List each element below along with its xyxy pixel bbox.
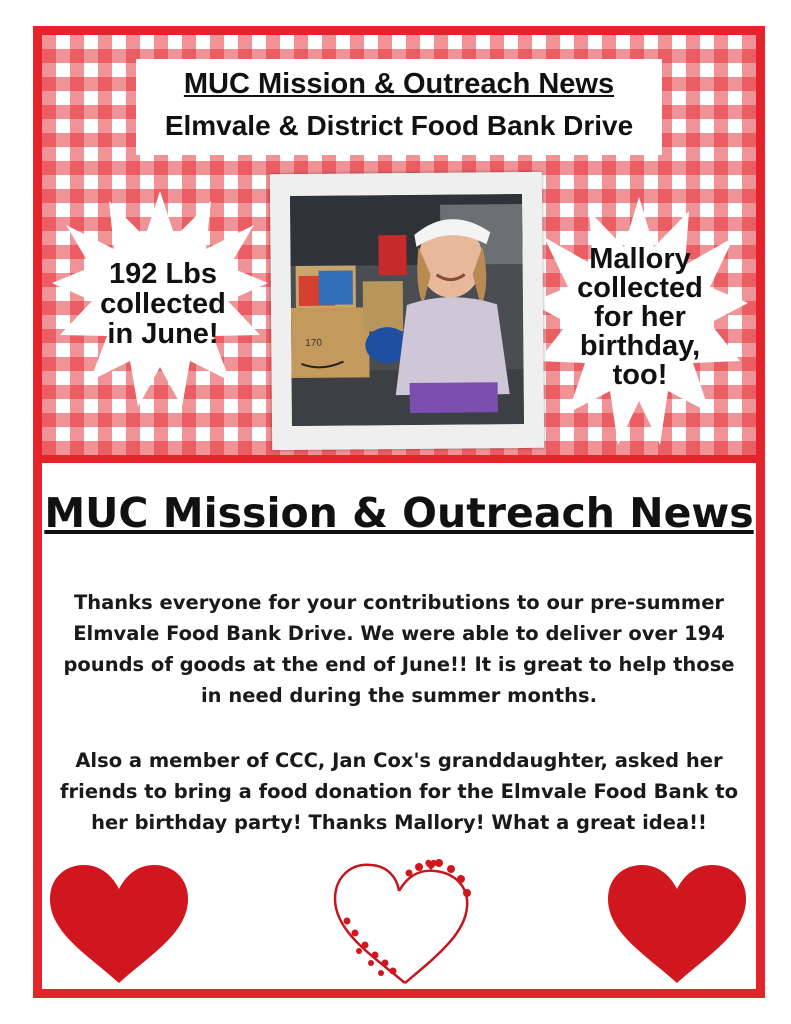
left-burst-line: collected <box>100 288 226 320</box>
banner-subtitle: Elmvale & District Food Bank Drive <box>164 110 634 141</box>
left-burst-line: 192 Lbs <box>109 258 217 290</box>
banner-title: MUC Mission & Outreach News <box>183 68 615 100</box>
right-burst-line: too! <box>612 359 668 391</box>
right-burst-line: for her <box>594 301 686 333</box>
title-box <box>136 59 662 155</box>
right-burst-line: collected <box>577 272 703 304</box>
box-label: 170 <box>305 337 323 349</box>
article-paragraph-1: Thanks everyone for your contributions to our pre-summer Elmvale Food Bank Drive. We were able to deliver over 194 pounds of goods at the end of June!! It is great to help those in need during the summer months. <box>63 591 735 707</box>
article-paragraph-2: Also a member of CCC, Jan Cox's granddaughter, asked her friends to bring a food donation for the Elmvale Food Bank to her birthday party! Thanks Mallory! What a great idea!! <box>60 749 738 834</box>
right-heart-icon <box>606 863 748 985</box>
left-heart-icon <box>48 863 190 985</box>
article-heading: MUC Mission & Outreach News <box>44 489 754 537</box>
right-burst-text <box>560 245 720 390</box>
right-burst-line: birthday, <box>579 330 701 362</box>
left-burst-line: in June! <box>107 318 219 350</box>
page-frame <box>33 26 765 998</box>
right-burst-line: Mallory <box>589 243 691 275</box>
photo-frame <box>270 172 544 450</box>
gingham-banner <box>42 35 756 455</box>
article-content <box>42 463 756 989</box>
left-burst-text <box>78 259 248 349</box>
center-heart-outline-icon <box>327 851 477 987</box>
photo-girl-with-donations <box>290 194 524 426</box>
photo-illustration <box>290 194 524 426</box>
